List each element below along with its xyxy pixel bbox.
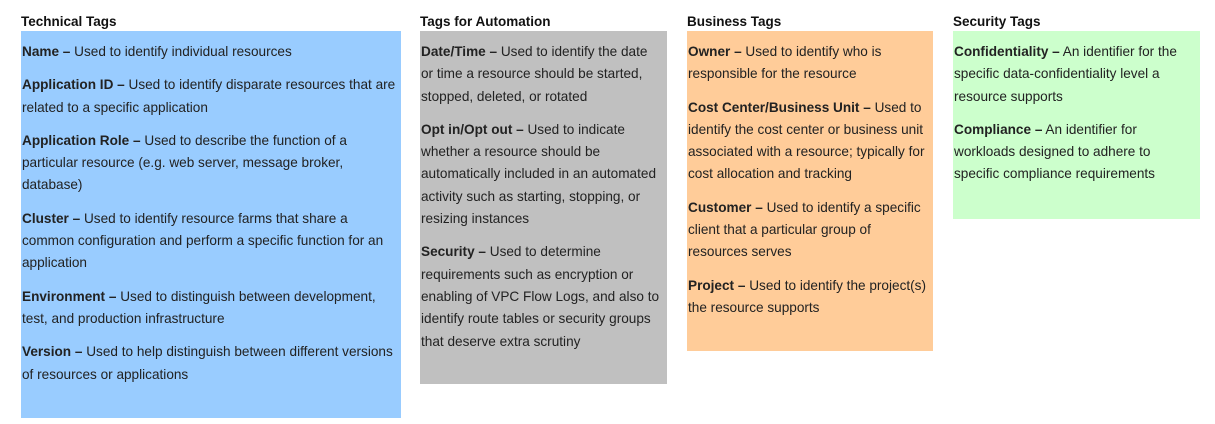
column-title: Tags for Automation: [420, 14, 551, 29]
column-title: Technical Tags: [21, 14, 117, 29]
tag-entry-date-time: [421, 41, 663, 108]
security-tags-column: [953, 14, 1200, 182]
tag-term: Confidentiality –: [954, 44, 1060, 59]
tag-entry-owner: [688, 41, 929, 86]
tag-term: Owner –: [688, 44, 742, 59]
tag-description: Used to determine requirements such as encryption or enabling of VPC Flow Logs, and also to identify route tables or security groups that deserve extra scrutiny: [421, 244, 660, 349]
technical-tags-box: [21, 31, 401, 418]
tag-term: Cluster –: [22, 210, 81, 226]
tag-term: Project –: [688, 277, 746, 293]
column-title: Business Tags: [687, 14, 782, 29]
tag-entry-confidentiality: [954, 41, 1196, 108]
tag-entry-security: [421, 241, 663, 352]
technical-tags-column: [21, 14, 401, 382]
tag-term: Application ID –: [22, 77, 125, 93]
tag-term: Environment –: [22, 288, 117, 304]
tag-description: Used to identify a specific client that a particular group of resources serves: [688, 199, 921, 260]
tag-description: An identifier for the specific data-confidentiality level a resource supports: [954, 44, 1177, 104]
tag-entry-version: [22, 341, 397, 386]
tag-term: Compliance –: [954, 121, 1043, 137]
tag-description: Used to help distinguish between different versions of resources or applications: [22, 344, 393, 382]
tag-term: Date/Time –: [421, 44, 498, 59]
tag-description: Used to describe the function of a particular resource (e.g. web server, message broker, database): [22, 132, 347, 193]
tag-term: Customer –: [688, 199, 763, 215]
column-title: Security Tags: [953, 14, 1041, 29]
tag-entry-environment: [22, 286, 397, 331]
tag-term: Application Role –: [22, 132, 141, 148]
business-tags-box: [687, 31, 933, 351]
tag-entry-cost-center: [688, 97, 929, 186]
tag-term: Name –: [22, 44, 71, 59]
tag-entry-opt-in-opt-out: [421, 119, 663, 230]
security-tags-box: [953, 31, 1200, 219]
tag-description: Used to identify resource farms that share a common configuration and perform a specific function for an application: [22, 210, 384, 271]
tag-description: Used to identify the date or time a resource should be started, stopped, deleted, or rotated: [421, 44, 648, 104]
automation-tags-box: [420, 31, 667, 384]
tag-description: Used to identify who is responsible for the resource: [688, 44, 882, 82]
tag-term: Security –: [421, 244, 486, 260]
tag-description: Used to identify individual resources: [70, 44, 292, 59]
tag-description: Used to identify the cost center or business unit associated with a resource; typically for cost allocation and tracking: [688, 99, 925, 182]
tag-entry-cluster: [22, 208, 397, 275]
tag-description: Used to distinguish between development, test, and production infrastructure: [22, 288, 376, 326]
tag-entry-application-id: [22, 74, 397, 119]
tag-entry-name: [22, 41, 397, 63]
tag-term: Cost Center/Business Unit –: [688, 99, 871, 115]
tag-entry-application-role: [22, 130, 397, 197]
tag-term: Version –: [22, 344, 83, 360]
tag-entry-compliance: [954, 119, 1196, 186]
tag-entry-customer: [688, 197, 929, 264]
automation-tags-column: [420, 14, 667, 349]
tag-entry-project: [688, 275, 929, 320]
business-tags-column: [687, 14, 933, 315]
tag-term: Opt in/Opt out –: [421, 121, 524, 137]
tag-description: An identifier for workloads designed to adhere to specific compliance requirements: [954, 121, 1155, 182]
tag-description: Used to identify the project(s) the resource supports: [688, 277, 926, 315]
tag-description: Used to indicate whether a resource should be automatically included in an automated activity such as starting, stopping, or resizing instances: [421, 121, 657, 227]
tag-description: Used to identify disparate resources that are related to a specific application: [22, 77, 396, 115]
